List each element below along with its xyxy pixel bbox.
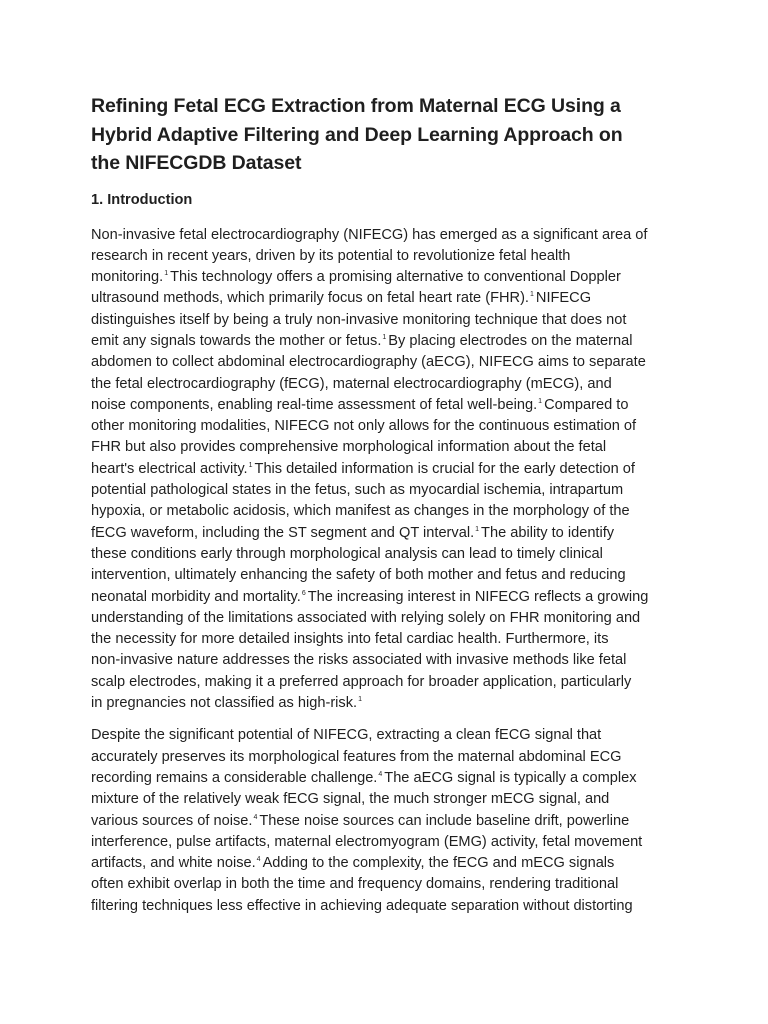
- text-line: [91, 747, 691, 768]
- text-run: hypoxia, or metabolic acidosis, which manifest as changes in the morphology of the: [91, 503, 630, 520]
- title-line: the NIFECGDB Dataset: [91, 152, 302, 174]
- text-line: [91, 565, 691, 586]
- text-run: The ability to identify: [481, 524, 615, 541]
- text-run: in pregnancies not classified as high-risk.: [91, 695, 358, 712]
- text-run: filtering techniques less effective in achieving adequate separation without distorting: [91, 897, 633, 914]
- text-run: Non-invasive fetal electrocardiography (NIFECG) has emerged as a significant area of: [91, 226, 648, 243]
- text-line: [91, 352, 691, 373]
- text-run: various sources of noise.: [91, 812, 253, 829]
- text-run: emit any signals towards the mother or fetus.: [91, 332, 382, 349]
- text-line: [91, 650, 691, 671]
- text-line: [91, 896, 691, 917]
- citation-marker[interactable]: 4: [256, 856, 261, 864]
- text-run: neonatal morbidity and mortality.: [91, 588, 301, 605]
- text-line: [91, 789, 691, 810]
- text-line: [91, 544, 691, 565]
- text-line: [91, 693, 691, 714]
- text-run: scalp electrodes, making it a preferred approach for broader application, particularly: [91, 673, 632, 690]
- citation-marker[interactable]: 6: [301, 589, 306, 597]
- citation-marker[interactable]: 4: [378, 770, 383, 778]
- citation-marker[interactable]: 1: [164, 270, 169, 278]
- text-run: heart's electrical activity.: [91, 460, 248, 477]
- text-run: Adding to the complexity, the fECG and mECG signals: [262, 855, 615, 872]
- text-run: abdomen to collect abdominal electrocardiography (aECG), NIFECG aims to separate: [91, 354, 646, 371]
- citation-marker[interactable]: 1: [530, 291, 534, 299]
- text-line: [91, 523, 691, 544]
- paragraph: [91, 225, 691, 715]
- title-line: Hybrid Adaptive Filtering and Deep Learning Approach on: [91, 123, 623, 146]
- text-run: non-invasive nature addresses the risks associated with invasive methods like fetal: [91, 652, 627, 669]
- text-run: This technology offers a promising alternative to conventional Doppler: [170, 269, 621, 286]
- text-run: By placing electrodes on the maternal: [388, 332, 633, 349]
- text-line: [91, 395, 691, 416]
- text-line: [91, 225, 691, 246]
- citation-marker[interactable]: 4: [253, 813, 258, 821]
- text-line: [91, 629, 691, 650]
- text-run: The increasing interest in NIFECG reflects a growing: [307, 588, 649, 605]
- text-run: monitoring.: [91, 269, 164, 286]
- text-run: often exhibit overlap in both the time and frequency domains, rendering traditional: [91, 876, 619, 893]
- text-run: fECG waveform, including the ST segment and QT interval.: [91, 524, 475, 541]
- text-line: [91, 672, 691, 693]
- text-line: [91, 246, 691, 267]
- text-run: Compared to: [544, 396, 629, 413]
- text-line: [91, 811, 691, 832]
- text-run: other monitoring modalities, NIFECG not only allows for the continuous estimation of: [91, 418, 637, 435]
- paragraph: [91, 725, 691, 917]
- text-run: intervention, ultimately enhancing the safety of both mother and fetus and reducing: [91, 567, 626, 584]
- text-run: distinguishes itself by being a truly non-invasive monitoring technique that does not: [91, 311, 627, 328]
- text-line: [91, 832, 691, 853]
- text-line: [91, 288, 691, 309]
- text-line: [91, 480, 691, 501]
- text-run: mixture of the relatively weak fECG signal, the much stronger mECG signal, and: [91, 791, 610, 808]
- text-run: the necessity for more detailed insights into fetal cardiac health. Furthermore, its: [91, 631, 609, 648]
- text-line: [91, 331, 691, 352]
- text-line: [91, 853, 691, 874]
- text-line: [91, 608, 691, 629]
- text-line: [91, 267, 691, 288]
- text-run: Despite the significant potential of NIFECG, extracting a clean fECG signal that: [91, 727, 602, 744]
- text-line: [91, 310, 691, 331]
- text-run: These noise sources can include baseline drift, powerline: [259, 812, 630, 829]
- citation-marker[interactable]: 1: [538, 397, 543, 405]
- text-run: these conditions early through morphological analysis can lead to timely clinical: [91, 545, 603, 562]
- text-line: [91, 874, 691, 895]
- text-run: noise components, enabling real-time assessment of fetal well-being.: [91, 396, 538, 413]
- citation-marker[interactable]: 1: [248, 461, 253, 469]
- text-line: [91, 587, 691, 608]
- text-run: understanding of the limitations associated with relying solely on FHR monitoring and: [91, 609, 641, 626]
- citation-marker[interactable]: 1: [475, 525, 480, 533]
- text-run: recording remains a considerable challenge.: [91, 769, 378, 786]
- text-line: [91, 374, 691, 395]
- document-title: [91, 92, 691, 178]
- text-run: FHR but also provides comprehensive morphological information about the fetal: [91, 439, 607, 456]
- citation-marker[interactable]: 1: [358, 696, 362, 704]
- section-heading: 1. Introduction: [91, 191, 193, 208]
- text-run: artifacts, and white noise.: [91, 855, 256, 872]
- document-body: [91, 225, 691, 918]
- text-run: research in recent years, driven by its potential to revolutionize fetal health: [91, 247, 571, 264]
- text-line: [91, 725, 691, 746]
- text-run: the fetal electrocardiography (fECG), maternal electrocardiography (mECG), and: [91, 375, 612, 392]
- text-line: [91, 437, 691, 458]
- text-line: [91, 768, 691, 789]
- text-line: [91, 459, 691, 480]
- document-page: [91, 92, 691, 917]
- text-run: accurately preserves its morphological features from the maternal abdominal ECG: [91, 748, 622, 765]
- text-line: [91, 501, 691, 522]
- text-run: interference, pulse artifacts, maternal electromyogram (EMG) activity, fetal movement: [91, 833, 643, 850]
- text-run: The aECG signal is typically a complex: [384, 769, 637, 786]
- title-line: Refining Fetal ECG Extraction from Maternal ECG Using a: [91, 95, 621, 117]
- text-run: potential pathological states in the fetus, such as myocardial ischemia, intrapartum: [91, 482, 624, 499]
- text-run: NIFECG: [535, 290, 592, 307]
- text-run: ultrasound methods, which primarily focus on fetal heart rate (FHR).: [91, 290, 529, 307]
- text-line: [91, 416, 691, 437]
- citation-marker[interactable]: 1: [382, 333, 387, 341]
- text-run: This detailed information is crucial for the early detection of: [254, 460, 635, 477]
